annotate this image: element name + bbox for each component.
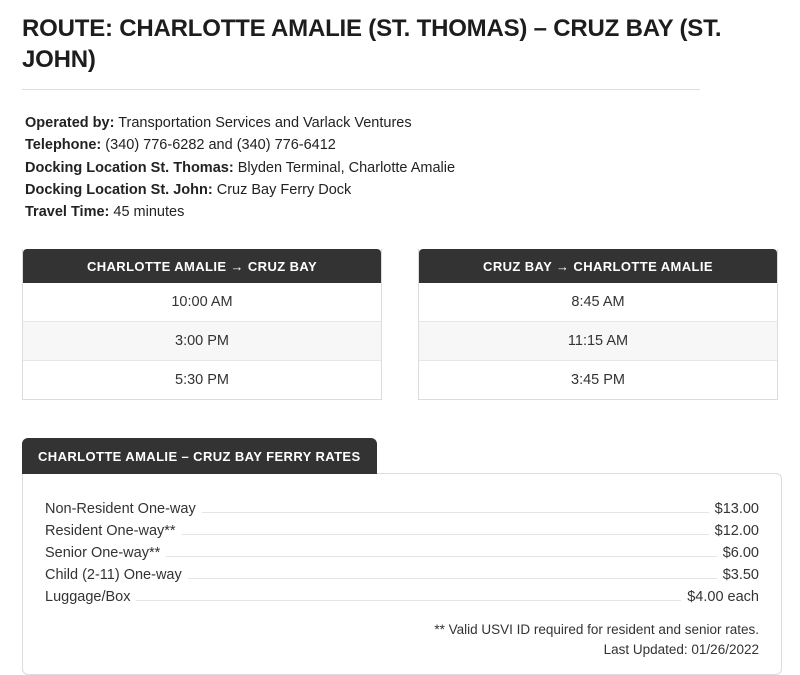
- info-row-operated-by: [25, 112, 778, 134]
- schedule-time-row: 5:30 PM: [175, 371, 229, 388]
- info-value-telephone: (340) 776-6282 and (340) 776-6412: [105, 137, 336, 154]
- rate-price: $6.00: [722, 544, 759, 561]
- schedule-card-return: [418, 249, 778, 400]
- rate-price: $12.00: [714, 522, 759, 539]
- schedule-heading-return: CRUZ BAY → CHARLOTTE AMALIE: [419, 249, 777, 283]
- schedules-section: [22, 249, 778, 400]
- info-label-telephone: Telephone:: [25, 137, 102, 154]
- rate-leader: [182, 533, 709, 535]
- rate-row: [45, 498, 759, 520]
- rate-leader: [202, 511, 709, 513]
- route-info-block: [25, 112, 778, 222]
- info-row-travel-time: [25, 201, 778, 223]
- schedule-heading-outbound: CHARLOTTE AMALIE → CRUZ BAY: [23, 249, 381, 283]
- schedule-time-row: 10:00 AM: [23, 283, 381, 322]
- rates-footnote: [45, 620, 759, 661]
- info-value-docking-st-thomas: Blyden Terminal, Charlotte Amalie: [237, 159, 456, 176]
- rate-name: Child (2-11) One-way: [45, 566, 182, 583]
- rate-name: Luggage/Box: [45, 588, 131, 605]
- schedule-time-row: 11:15 AM: [419, 322, 777, 361]
- schedule-time-row: 3:00 PM: [23, 322, 381, 361]
- rate-row: [45, 542, 759, 564]
- rate-name: Senior One-way**: [45, 544, 161, 561]
- page-title: ROUTE: CHARLOTTE AMALIE (ST. THOMAS) – CRUZ BAY (ST. JOHN): [22, 15, 722, 73]
- info-value-docking-st-john: Cruz Bay Ferry Dock: [216, 181, 352, 198]
- rates-section: [22, 438, 782, 675]
- rate-leader: [188, 577, 717, 579]
- rates-heading: CHARLOTTE AMALIE – CRUZ BAY FERRY RATES: [22, 438, 377, 474]
- rate-name: Resident One-way**: [45, 522, 176, 539]
- rate-price: $13.00: [714, 500, 759, 517]
- info-value-travel-time: 45 minutes: [113, 203, 185, 220]
- rate-row: [45, 520, 759, 542]
- title-divider: [22, 89, 700, 90]
- rates-footnote-id-line: ** Valid USVI ID required for resident and senior rates.: [434, 621, 759, 637]
- rate-price: $3.50: [722, 566, 759, 583]
- info-label-travel-time: Travel Time:: [25, 203, 110, 220]
- schedule-card-outbound: [22, 249, 382, 400]
- rate-price: $4.00 each: [687, 588, 759, 605]
- rate-name: Non-Resident One-way: [45, 500, 196, 517]
- info-label-docking-st-thomas: Docking Location St. Thomas:: [25, 159, 234, 176]
- info-label-operated-by: Operated by:: [25, 115, 115, 132]
- rate-row: [45, 564, 759, 586]
- rates-last-updated: Last Updated: 01/26/2022: [603, 641, 759, 657]
- rate-row: [45, 586, 759, 608]
- rate-leader: [166, 555, 716, 557]
- rates-body: [22, 473, 782, 675]
- info-value-operated-by: Transportation Services and Varlack Ventures: [118, 115, 412, 132]
- info-row-docking-st-john: [25, 179, 778, 201]
- info-row-telephone: [25, 134, 778, 156]
- info-row-docking-st-thomas: [25, 157, 778, 179]
- schedule-time-row: 8:45 AM: [419, 283, 777, 322]
- schedule-time-row: 3:45 PM: [571, 371, 625, 388]
- rate-leader: [136, 599, 681, 601]
- info-label-docking-st-john: Docking Location St. John:: [25, 181, 213, 198]
